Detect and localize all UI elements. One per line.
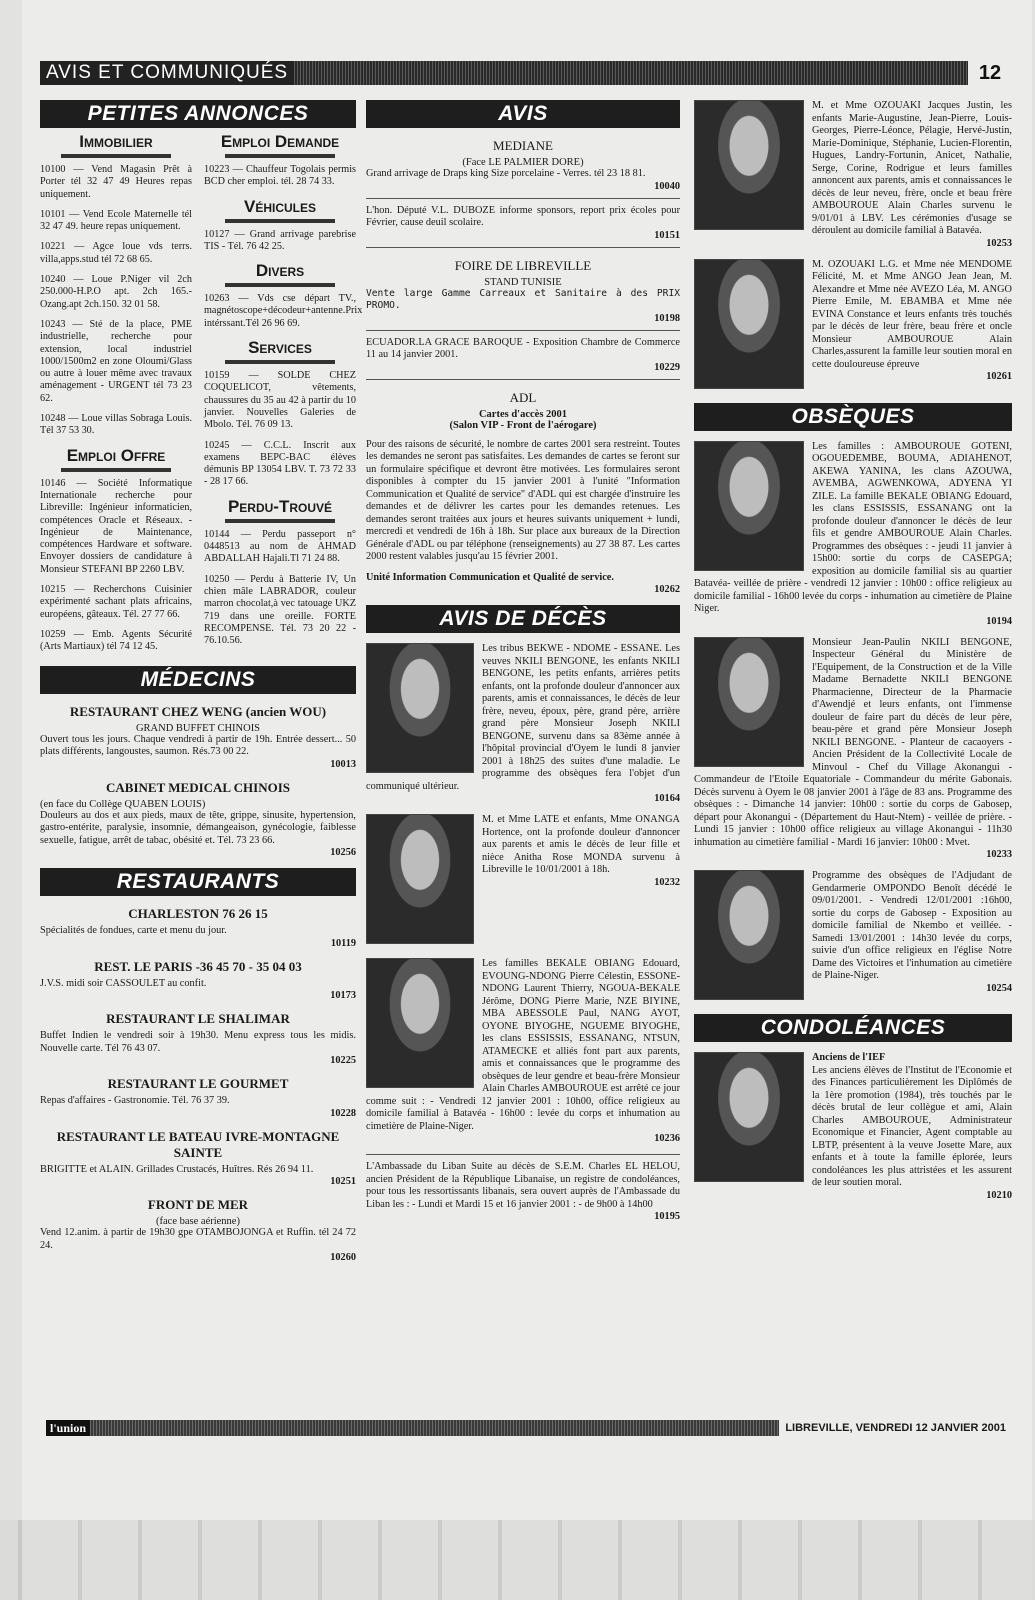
ad-item: 10245 — C.C.L. Inscrit aux examens BEPC-BAC élèves démunis BP 13054 LBV. T. 73 72 33 - 28 17 66. <box>204 439 356 488</box>
ad-item: 10240 — Loue P.Niger vil 2ch 250.000-H.P.O apt. 2ch 165.-Ozang.apt 2ch.150. 32 01 58. <box>40 274 192 310</box>
ad-item: 10101 — Vend Ecole Maternelle tél 32 47 49. heure repas uniquement. <box>40 208 192 233</box>
funeral-notice <box>694 870 1012 1004</box>
ad-ref: 10040 <box>654 180 680 192</box>
ad-item: 10248 — Loue villas Sobraga Louis. Tél 37 53 30. <box>40 413 192 437</box>
listing-name: RESTAURANT LE BATEAU IVRE-MONTAGNE SAINTE <box>56 1128 340 1160</box>
divider <box>366 1154 680 1155</box>
ad-ref: 10195 <box>654 1211 680 1222</box>
avis-deces-title: AVIS DE DÉCÈS <box>366 605 680 633</box>
portrait-photo <box>694 259 804 389</box>
ad-ref: 10228 <box>330 1107 356 1119</box>
portrait-photo <box>694 637 804 767</box>
ad-ref: 10229 <box>654 361 680 373</box>
listing-name: ADL <box>509 389 537 405</box>
ad-ref: 10232 <box>654 876 680 888</box>
notice-text: M. et Mme LATE et enfants, Mme ONANGA Hortence, ont la profonde douleur d'annoncer aux parents et amis le décès de leur fille et nièce Anitha Rose MONDA survenu à Libreville le 10/01/2001 à 18h. <box>482 814 680 875</box>
ad-ref: 10254 <box>986 982 1012 994</box>
listing-text: Douleurs au dos et aux pieds, maux de tête, grippe, sinusite, hypertension, gastro-entérite, paralysie, insomnie, démangeaison, gynécologie, faiblesse sexuelle, fatigue, arrêt de tabac, obésité et. Tél. 73 23 66. <box>40 809 356 846</box>
listing-text: Buffet Indien le vendredi soir à 19h30. Menu express tous les midis. Nouvelle carte. Tél 76 43 07. <box>40 1030 356 1054</box>
ad-item: 10159 — SOLDE CHEZ COQUELICOT, vêtements, chaussures du 35 au 42 à partir du 10 janvier. Nouvelles Galeries de Mbolo. Tél. 76 09 13. <box>204 370 356 431</box>
notice-text: Les familles BEKALE OBIANG Edouard, EVOUNG-NDONG Pierre Célestin, ESSONE-NDONG Laurent Thierry, NGOUA-BEKALE Jérôme, DONG Pierre Marie, NZE BIYINE, MBA ABESSOLE Paul, NANG AYOT, OYONE BIYOGHE, NGUEME BIYOGHE, les clans ESSISSIS, ESSANANG, NTSUN, ATAMECKE et alliés font part aux parents, amis et connaissances que le programme des obsèques de leur gendre et beau-frère Monsieur Alain Charles AMBOUROUE est arrêté ce jour comme suit : - Vendredi 12 janvier 2001 : 10h00, office religieux au domicile familial à Batavéa - 16h00 : levée du corps et inhumation au cimetière de Plaine-Niger. <box>366 958 680 1132</box>
notice-text: Les anciens élèves de l'Institut de l'Economie et des Finances particulièrement les Diplômés de la 1ère promotion (1984), très touchés par le décès brutal de leur collègue et ami, Alain Charles AMBOUROUE, Administrateur Economique et Financier, Agent comptable au LBTP, présentent à la veuve Josette Mare, aux enfants et à toute la famille éplorée, leurs condoléances les plus attristées et les assurent de leur soutien moral. <box>812 1064 1012 1188</box>
portrait-photo <box>366 643 474 773</box>
portrait-photo <box>366 958 474 1088</box>
ad-ref: 10164 <box>654 793 680 804</box>
page-bottom-edge <box>0 1520 1035 1600</box>
listing-name: CABINET MEDICAL CHINOIS <box>106 779 290 795</box>
ad-item: 10259 — Emb. Agents Sécurité (Arts Martiaux) tél 74 12 45. <box>40 628 192 653</box>
listing-name: RESTAURANT LE SHALIMAR <box>106 1011 290 1026</box>
ad-item: 10146 — Société Informatique Internationale recherche pour Libreville: Ingénieur informaticien, compétences Oracle et Réseaux. - Ingénieur de Maintenance, compétences Hardware et software. Envoyer dossiers de candidature à Monsieur STEFANI BP 2260 LBV. <box>40 477 192 575</box>
listing-name: CHARLESTON 76 26 15 <box>128 906 268 921</box>
listing-sub: (face base aérienne) <box>156 1216 240 1227</box>
listing-sub: (Face LE PALMIER DORE) <box>462 157 584 168</box>
notice-heading: Anciens de l'IEF <box>812 1052 886 1063</box>
category-underline <box>225 283 335 287</box>
ad-ref: 10253 <box>986 237 1012 249</box>
category-underline <box>225 519 335 523</box>
avis-title: AVIS <box>366 100 680 128</box>
death-notice <box>366 814 680 948</box>
ad-ref: 10260 <box>330 1252 356 1263</box>
listing-text: L'hon. Député V.L. DUBOZE informe sponsors, report prix écoles pour Février, cause deuil scolaire. <box>366 204 680 228</box>
ad-item: 10127 — Grand arrivage parebrise TIS - Tél. 76 42 25. <box>204 228 356 252</box>
ad-item: 10215 — Recherchons Cuisinier expérimenté sachant plats africains, européens, gâteaux. Tél. 27 77 66. <box>40 584 192 620</box>
condoleances-title: CONDOLÉANCES <box>694 1014 1012 1042</box>
category-underline <box>225 360 335 364</box>
portrait-photo <box>366 814 474 944</box>
listing-name: FOIRE DE LIBREVILLE <box>454 257 592 273</box>
notice-text: Les familles : AMBOUROUE GOTENI, OGOUEDEMBE, BOUMA, ADIAHENOT, AKEWA YANINA, les clans AZOUWA, AVEMBA, AGWENKOWA, ADYENA YI ZILE. La famille BEKALE OBIANG Edouard, les clans ESSISSIS, ESSANANG ont la profonde douleur d'annoncer le décès de leur fils et gendre AMBOUROUE Alain Charles. Programmes des obsèques : - jeudi 11 janvier à 15h00: sortie du corps de CASEPGA; exposition au domicile familial sis au quartier Batavéa- veillée de prière - vendredi 12 janvier : 10h00 : office religieux au domicile familial - 16h00 levée du corps - inhumation au cimetière de Plaine Niger. <box>694 440 1012 614</box>
ad-item: 10144 — Perdu passeport n° 0448513 au nom de AHMAD ABDALLAH Hajali.Tl 71 24 88. <box>204 528 356 565</box>
listing-name: RESTAURANT CHEZ WENG (ancien WOU) <box>69 703 327 719</box>
ad-item: 10263 — Vds cse départ TV., magnétoscope+décodeur+antenne.Prix intérssant.Tél 26 96 69. <box>204 293 363 329</box>
listing-name: REST. LE PARIS -36 45 70 - 35 04 03 <box>94 958 302 974</box>
ad-ref: 10198 <box>654 312 680 324</box>
column-avis <box>366 100 680 1222</box>
divider <box>366 247 680 248</box>
category-services: Services <box>248 338 312 358</box>
ad-ref: 10251 <box>330 1176 356 1187</box>
notice-text: M. et Mme OZOUAKI Jacques Justin, les enfants Marie-Augustine, Jean-Pierre, Louis-Georges, Pierre-Léonce, Pélagie, Hervé-Justin, Marie-Dominique, Stéphanie, Lucien-Florentin, Hugues, Landry-Fortunin, Anicet, Nathalie, Serge, Corine, Rodrigue et leurs familles annoncent aux parents, amis et connaissances le décès de leur neveu, frère, oncle et beau frère AMBOUROUE Alain Charles survenu le 9/01/01 à LBV. Les cérémonies d'usage se déroulent au domicile familial à Batavéa. <box>812 100 1012 236</box>
category-emploi-offre: Emploi Offre <box>66 445 166 465</box>
listing-text: Repas d'affaires - Gastronomie. Tél. 76 37 39. <box>40 1095 230 1106</box>
classifieds-left <box>40 128 198 662</box>
condolence-notice <box>694 1052 1012 1201</box>
restaurants-title: RESTAURANTS <box>40 868 356 896</box>
listing-name: FRONT DE MER <box>147 1197 249 1212</box>
issue-date: LIBREVILLE, VENDREDI 12 JANVIER 2001 <box>779 1418 1012 1438</box>
listing-sub: STAND TUNISIE <box>484 276 562 288</box>
classifieds-right <box>198 128 363 662</box>
listing-text: BRIGITTE et ALAIN. Grillades Crustacés, Huîtres. Rés 26 94 11. <box>40 1163 314 1175</box>
obseques-title: OBSÈQUES <box>694 403 1012 431</box>
divider <box>366 379 680 380</box>
listing-text: Pour des raisons de sécurité, le nombre de cartes 2001 sera restreint. Toutes les demandes ne seront pas satisfaites. Les demandes de cartes se feront sur un formulaire spécifique et devront être motivées. Les formulaires seront disponibles à compter du 15 janvier 2001 à l'unité "Information Communication et Qualité de service" d'ADL qui est chargée d'instruire les demandes et de délivrer les cartes pour les demandes retenues. Les demandes seront traitées aux jours et heures suivants uniquement + lundi, mercredi et vendredi de 16h à 18h. Sur place aux bureaux de la Direction Générale d'ADL ou par téléphone (renseignements) au 27 38 87. Les cartes 2000 restent valables jusqu'au 15 février 2001. <box>366 438 680 562</box>
listing-sub: GRAND BUFFET CHINOIS <box>135 722 261 734</box>
ad-ref: 10013 <box>330 758 356 770</box>
notice-text: Monsieur Jean-Paulin NKILI BENGONE, Inspecteur Général du Ministère de l'Equipement, de la Construction et de la Ville Madame Bernadette NKILI BENGONE Pharmacienne, Directeur de la Pharmacie d'Awendjé et leurs enfants, ont l'immense douleur de faire part du décès de leur père, beau-père et grand père Monsieur Joseph NKILI BENGONE. - Planteur de cacaoyers - Ancien Président de la Collectivité Locale de Minvoul - Chef du Village Akonangui - Commandeur de l'Etoile Equatoriale - Commandeur du mérite Gabonais. Décès survenu à Oyem le 08 janvier 2001 à l'âge de 83 ans. Programme des obsèques : - Dimanche 14 janvier: 10h00 : sortie du corps de Gabosep, départ pour Akonangui - (Département du Haut-Ntem) - veillée de prière. - Lundi 15 janvier : 10h00 office religieux au village Akonangui - 11h30 inhumation au cimetière familial - Mardi 16 janvier: 10h00 : Mvet. <box>694 636 1012 848</box>
death-notice <box>366 958 680 1144</box>
funeral-notice <box>694 441 1012 627</box>
notice-text: Programme des obsèques de l'Adjudant de Gendarmerie OMPONDO Benoît décédé le 09/01/2001. - Vendredi 12/01/2001 :16h00, sortie du corps de Gabosep - Exposition au domicile familial de Nkembo et veillée. - Samedi 13/01/2001 : 14h30 levée du corps, suivie d'un office religieux en l'église Notre Dame des Victoires et l'inhumation au cimetière de Plaine-Niger. <box>812 870 1012 981</box>
listing-text: Vente large Gamme Carreaux et Sanitaire à des PRIX PROMO. <box>366 287 680 311</box>
ad-ref: 10261 <box>986 371 1012 382</box>
ad-ref: 10173 <box>330 990 356 1001</box>
column-obituaries <box>694 100 1012 1211</box>
column-classifieds <box>40 100 363 1263</box>
ad-item: 10243 — Sté de la place, PME industrielle, recherche pour extension, local industriel 1000/1500m2 en zone Oloumi/Glass ou autre à louer même avec travaux aménagement - URGENT tél 73 23 62. <box>40 318 192 404</box>
funeral-notice <box>694 637 1012 861</box>
notice-text: L'Ambassade du Liban Suite au décès de S.E.M. Charles EL HELOU, ancien Président de la République Libanaise, un registre de condoléances, pour tous les ressortissants libanais, sera ouvert auprès de l'Ambassade du Liban les : - Lundi et Mardi 15 et 16 janvier 2001 : - de 9h00 à 14h00 <box>366 1161 680 1210</box>
page-number: 12 <box>968 59 1012 87</box>
ad-ref: 10262 <box>654 584 680 595</box>
footer-bar <box>46 1420 1012 1436</box>
category-emploi-demande: Emploi Demande <box>220 132 340 151</box>
category-divers: Divers <box>255 261 305 281</box>
ad-ref: 10256 <box>330 847 356 858</box>
section-title: AVIS ET COMMUNIQUÉS <box>40 61 294 85</box>
ad-item: 10221 — Agce loue vds terrs. villa,apps.stud tél 72 68 65. <box>40 241 192 265</box>
category-perdu-trouve: Perdu-Trouvé <box>227 496 333 516</box>
ad-item: 10250 — Perdu à Batterie IV, Un chien mâle LABRADOR, couleur marron chocolat,à vec tatouage UKZ 719 dans une oreille. FORTE RECOMPENSE. Tél. 73 20 22 - 76.10.56. <box>204 573 356 647</box>
ad-item: 10100 — Vend Magasin Prêt à Porter tél 32 47 49 Heures repas uniquement. <box>40 164 192 200</box>
category-underline <box>225 154 335 158</box>
portrait-photo <box>694 441 804 571</box>
ad-ref: 10210 <box>986 1189 1012 1201</box>
listing-text: ECUADOR.LA GRACE BAROQUE - Exposition Chambre de Commerce 11 au 14 janvier 2001. <box>366 336 680 360</box>
divider <box>366 198 680 199</box>
death-notice <box>366 643 680 804</box>
listing-name: RESTAURANT LE GOURMET <box>107 1076 289 1091</box>
listing-text: Grand arrivage de Draps king Size porcelaine - Verres. tél 23 18 81. <box>366 168 646 179</box>
listing-name: MEDIANE <box>493 138 553 153</box>
death-notice <box>694 100 1012 249</box>
listing-sub: (en face du Collège QUABEN LOUIS) <box>40 798 206 810</box>
listing-text: Vend 12.anim. à partir de 19h30 gpe OTAMBOJONGA et Ruffin. tél 24 72 24. <box>40 1227 356 1251</box>
petites-annonces-title: PETITES ANNONCES <box>40 100 356 128</box>
ad-ref: 10236 <box>654 1133 680 1144</box>
listing-sub: (Salon VIP - Front de l'aérogare) <box>449 419 597 431</box>
classifieds-subcolumns <box>40 128 363 662</box>
divider <box>366 330 680 331</box>
ad-item: 10223 — Chauffeur Togolais permis BCD cher emploi. tél. 28 74 33. <box>204 164 356 188</box>
listing-sub: Cartes d'accès 2001 <box>478 408 568 420</box>
listing-text: Ouvert tous les jours. Chaque vendredi à partir de 19h. Entrée dessert... 50 plats différents, langoustes, saumon. Rés.73 00 22. <box>40 733 356 757</box>
ad-ref: 10225 <box>330 1055 356 1066</box>
category-underline <box>61 154 171 158</box>
ad-ref: 10119 <box>330 937 356 949</box>
medecins-title: MÉDECINS <box>40 666 356 694</box>
category-underline <box>225 219 335 223</box>
ad-ref: 10151 <box>654 229 680 241</box>
category-underline <box>61 468 171 472</box>
portrait-photo <box>694 870 804 1000</box>
category-vehicules: Véhicules <box>243 196 316 216</box>
ad-ref: 10233 <box>986 849 1012 860</box>
portrait-photo <box>694 100 804 230</box>
listing-signature: Unité Information Communication et Qualité de service. <box>366 571 614 583</box>
death-notice <box>694 259 1012 393</box>
listing-text: J.V.S. midi soir CASSOULET au confit. <box>40 977 207 989</box>
category-immobilier: Immobilier <box>79 132 153 151</box>
notice-text: M. OZOUAKI L.G. et Mme née MENDOME Félicité, M. et Mme ANGO Jean Jean, M. Alexandre et Mme née AVEZO Léa, M. ANGO Pierre Emile, M. EBAMBA et Mme née EVINA Constance et leurs enfants très touchés par le décès de leur frère, beau frère et oncle Monsieur AMBOUROUE Alain Charles,assurent la famille leur soutien moral en cette douloureuse épreuve <box>812 258 1012 370</box>
listing-text: Spécialités de fondues, carte et menu du jour. <box>40 925 227 936</box>
newspaper-brand: l'union <box>46 1420 90 1436</box>
header-bar <box>40 61 1012 85</box>
portrait-photo <box>694 1052 804 1182</box>
ad-ref: 10194 <box>986 615 1012 627</box>
notice-text: Les tribus BEKWE - NDOME - ESSANE. Les veuves NKILI BENGONE, les enfants NKILI BENGONE, les petits enfants, arrières petits enfants, ont la profonde douleur d'annoncer aux parents, amis et connaissances, le décès de leur frère, neveu, époux, père, grand père, arrière grand père Monsieur Joseph NKILI BENGONE, survenu dans sa 83ème année à l'hôpital provincial d'Oyem le lundi 8 janvier 2001 à 18h25 des suites d'une maladie. Le programme des obsèques fera l'objet d'un communiqué ultérieur. <box>366 643 680 792</box>
